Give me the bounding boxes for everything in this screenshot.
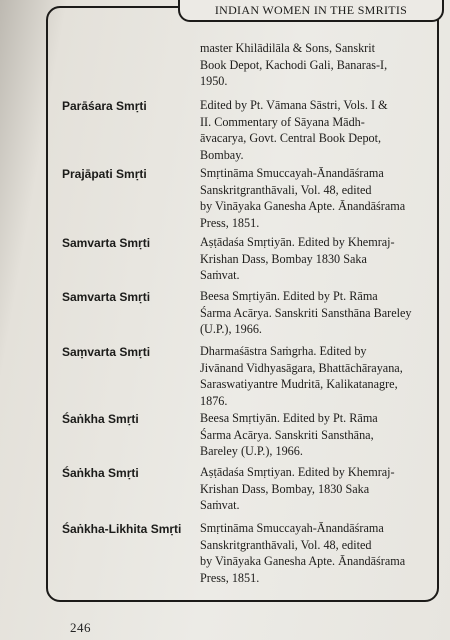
citation-line: Beesa Smṛtiyān. Edited by Pt. Rāma (200, 289, 378, 303)
citation-line: Book Depot, Kachodi Gali, Banaras-I, (200, 57, 388, 72)
citation-line: Beesa Smṛtiyān. Edited by Pt. Rāma (200, 411, 378, 425)
citation-line: Sanskritgranthāvali, Vol. 48, edited (200, 537, 372, 552)
entry-citation (200, 520, 436, 586)
citation-line: Edited by Pt. Vāmana Sāstri, Vols. I & (200, 98, 388, 112)
entry-title: Saṃvarta Smṛti (62, 345, 151, 359)
citation-line: Krishan Dass, Bombay, 1830 Saka (200, 481, 370, 496)
citation-line: Smṛtināma Smuccayah-Ānandāśrama (200, 166, 384, 180)
citation-line: II. Commentary of Sāyana Mādh- (200, 114, 365, 129)
citation-line: Bareley (U.P.), 1966. (200, 444, 303, 458)
entry-citation (200, 40, 436, 90)
citation-line: Smṛtināma Smuccayah-Ānandāśrama (200, 521, 384, 535)
entry-title: Samvarta Smṛti (62, 290, 151, 304)
citation-line: Saṁvat. (200, 498, 240, 512)
citation-line: master Khilādilāla & Sons, Sanskrit (200, 41, 376, 55)
citation-line: Krishan Dass, Bombay 1830 Saka (200, 251, 367, 266)
citation-line: Dharmaśāstra Saṁgrha. Edited by (200, 344, 367, 358)
entry-title: Śaṅkha-Likhita Smṛti (62, 522, 182, 536)
entry-citation (200, 234, 436, 284)
citation-line: āvacarya, Govt. Central Book Depot, (200, 131, 382, 145)
entry-title: Samvarta Smṛti (62, 236, 151, 250)
citation-line: Saṁvat. (200, 268, 240, 282)
citation-line: 1950. (200, 74, 228, 88)
entry-citation (200, 343, 436, 409)
citation-line: Śarma Acārya. Sanskriti Sansthāna, (200, 427, 374, 442)
entry-title: Śaṅkha Smṛti (62, 466, 139, 480)
entry-citation (200, 410, 436, 460)
citation-line: Aṣṭādaśa Smṛtiyān. Edited by Khemraj- (200, 235, 395, 249)
entry-title: Śaṅkha Smṛti (62, 412, 139, 426)
citation-line: Bombay. (200, 147, 244, 162)
entry-citation (200, 464, 436, 514)
citation-line: 1876. (200, 393, 228, 408)
citation-line: Jivānand Vidhyasāgara, Bhattāchārayana, (200, 360, 403, 375)
citation-line: (U.P.), 1966. (200, 322, 262, 336)
entry-title: Parāśara Smṛti (62, 99, 147, 113)
citation-line: Press, 1851. (200, 570, 260, 585)
citation-line: Saraswatiyantre Mudritā, Kalikatanagre, (200, 377, 398, 391)
citation-line: by Vināyaka Ganesha Apte. Ānandāśrama (200, 554, 406, 568)
page-number: 246 (70, 620, 91, 635)
entry-citation (200, 165, 436, 231)
citation-line: Press, 1851. (200, 215, 260, 230)
citation-line: Śarma Acārya. Sanskriti Sansthāna Bareley (200, 305, 412, 320)
citation-line: by Vināyaka Ganesha Apte. Ānandāśrama (200, 199, 406, 213)
running-header-title: INDIAN WOMEN IN THE SMRITIS (214, 2, 408, 17)
entry-title: Prajāpati Smṛti (62, 167, 147, 181)
entry-citation (200, 288, 436, 338)
citation-line: Aṣṭādaśa Smṛtiyan. Edited by Khemraj- (200, 465, 395, 479)
entry-citation (200, 97, 436, 163)
citation-line: Sanskritgranthāvali, Vol. 48, edited (200, 182, 372, 197)
